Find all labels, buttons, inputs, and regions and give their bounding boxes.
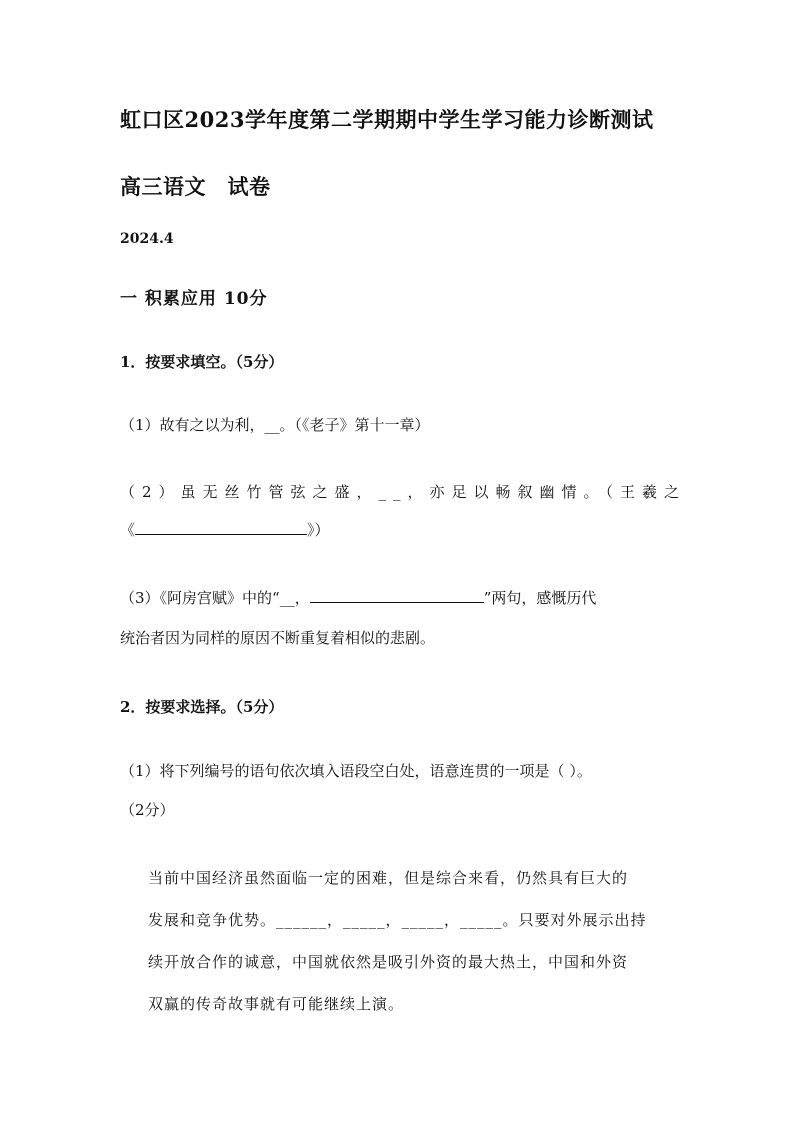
exam-title: 虹口区2023学年度第二学期期中学生学习能力诊断测试 bbox=[120, 107, 654, 132]
section-title: 一 积累应用 10分 bbox=[120, 289, 268, 309]
question-2-heading: 2．按要求选择。（5分） bbox=[120, 698, 284, 716]
exam-subtitle: 高三语文 试卷 bbox=[120, 174, 271, 199]
question-2-item-1-line-2: （2分） bbox=[120, 801, 175, 819]
exam-date: 2024.4 bbox=[120, 231, 174, 247]
question-1-item-2-line-2 bbox=[120, 519, 680, 540]
close-title-mark: 》） bbox=[307, 521, 330, 539]
passage-line-2: 发展和竞争优势。______，_____，_____，_____。只要对外展示出持 bbox=[148, 911, 647, 929]
question-1-item-2-line-1: （2）虽无丝竹管弦之盛，__，亦足以畅叙幽情。（王羲之 bbox=[120, 483, 687, 501]
passage-line-1: 当前中国经济虽然面临一定的困难，但是综合来看，仍然具有巨大的 bbox=[148, 869, 629, 887]
passage-line-3: 续开放合作的诚意，中国就依然是吸引外资的最大热土，中国和外资 bbox=[148, 953, 629, 971]
open-title-mark: 《 bbox=[120, 521, 136, 539]
item-3-suffix: ”两句，感慨历代 bbox=[483, 589, 597, 607]
answer-blank[interactable] bbox=[135, 520, 307, 535]
question-1-heading: 1．按要求填空。（5分） bbox=[120, 353, 284, 371]
answer-blank[interactable] bbox=[310, 588, 484, 603]
item-3-prefix: （3）《阿房宫赋》中的“__， bbox=[120, 589, 310, 607]
question-1-item-1: （1）故有之以为利，__。（《老子》第十一章） bbox=[120, 416, 430, 434]
question-2-item-1-line-1: （1）将下列编号的语句依次填入语段空白处，语意连贯的一项是（ ）。 bbox=[120, 762, 592, 780]
question-1-item-3-line-2: 统治者因为同样的原因不断重复着相似的悲剧。 bbox=[120, 629, 436, 647]
question-1-item-3-line-1 bbox=[120, 587, 680, 608]
passage-line-4: 双赢的传奇故事就有可能继续上演。 bbox=[148, 995, 405, 1013]
